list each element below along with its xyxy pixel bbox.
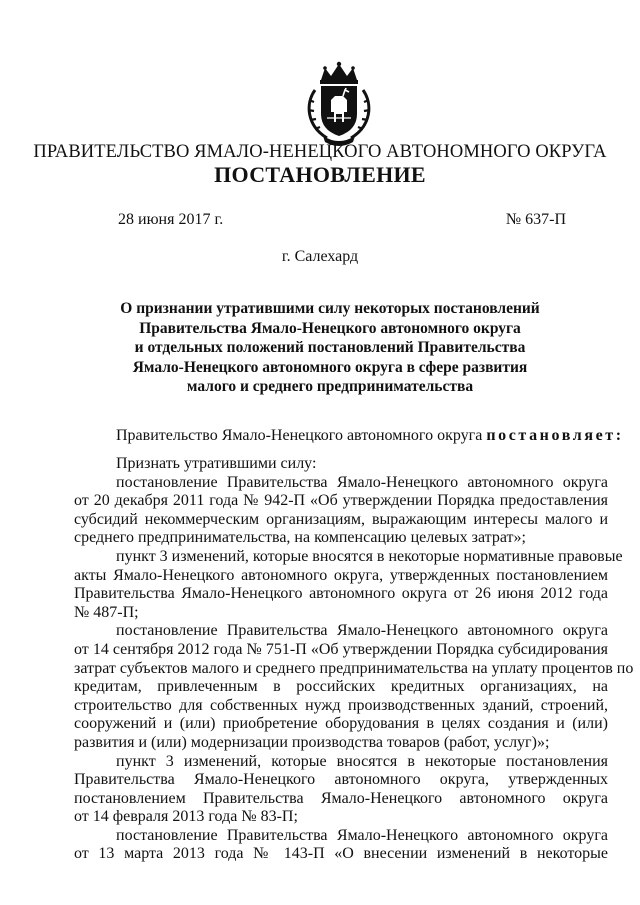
body-line: Признать утратившими силу: [116, 455, 317, 472]
document-date: 28 июня 2017 г. [118, 211, 224, 228]
subject-line: и отдельных положений постановлений Правительства [134, 339, 526, 356]
document-subject [110, 299, 550, 397]
body-line: от 20 декабря 2011 года № 942-П «Об утверждении Порядка предоставления [74, 492, 608, 510]
document-city: г. Салехард [281, 248, 359, 265]
body-line: № 487-П; [74, 603, 139, 621]
subject-line: Правительства Ямало-Ненецкого автономного округа [139, 319, 521, 337]
body-line: среднего предпринимательства, на компенсацию целевых затрат»; [74, 529, 526, 547]
body-line: строительство для собственных нужд производственных зданий, строений, [74, 696, 608, 714]
coat-of-arms-icon [297, 60, 381, 148]
body-line: от 13 марта 2013 года № 143-П «О внесении изменений в некоторые [74, 845, 608, 863]
body-line: Правительства Ямало-Ненецкого автономного округа, утвержденных [74, 771, 608, 789]
body-line: субсидий некоммерческим организациям, выражающим интересы малого и [74, 510, 608, 528]
document-number: № 637-П [505, 211, 566, 228]
body-line: постановление Правительства Ямало-Ненецкого автономного округа [116, 473, 608, 491]
preamble [116, 427, 624, 445]
body-line: акты Ямало-Ненецкого автономного округа, утвержденных постановлением [74, 566, 608, 584]
organization-title: ПРАВИТЕЛЬСТВО ЯМАЛО-НЕНЕЦКОГО АВТОНОМНОГО ОКРУГА [33, 142, 607, 162]
body-line: от 14 февраля 2013 года № 83-П; [74, 808, 298, 826]
body-line: постановлением Правительства Ямало-Ненецкого автономного округа [74, 789, 608, 807]
body-line: пункт 3 изменений, которые вносятся в некоторые нормативные правовые [116, 547, 623, 565]
decree-word: постановляет: [486, 427, 624, 444]
body-line: Правительства Ямало-Ненецкого автономного округа от 26 июня 2012 года [74, 585, 608, 603]
body-line: постановление Правительства Ямало-Ненецкого автономного округа [116, 826, 608, 844]
document-body [74, 455, 634, 864]
body-line: развития и (или) модернизации производства товаров (работ, услуг)»; [74, 733, 550, 751]
body-line: сооружений и (или) приобретение оборудования в целях создания и (или) [74, 715, 608, 733]
subject-line: О признании утратившими силу некоторых постановлений [120, 300, 540, 317]
document-type: ПОСТАНОВЛЕНИЕ [214, 162, 426, 187]
body-line: затрат субъектов малого и среднего предпринимательства на уплату процентов по [74, 659, 634, 677]
body-line: пункт 3 изменений, которые вносятся в некоторые постановления [116, 752, 608, 770]
body-line: от 14 сентября 2012 года № 751-П «Об утверждении Порядка субсидирования [74, 640, 608, 658]
body-line: кредитам, привлеченным в российских кредитных организациях, на [74, 678, 608, 696]
subject-line: малого и среднего предпринимательства [186, 378, 474, 395]
preamble-text: Правительство Ямало-Ненецкого автономного округа [116, 427, 487, 444]
body-line: постановление Правительства Ямало-Ненецкого автономного округа [116, 622, 608, 640]
subject-line: Ямало-Ненецкого автономного округа в сфере развития [132, 358, 528, 376]
